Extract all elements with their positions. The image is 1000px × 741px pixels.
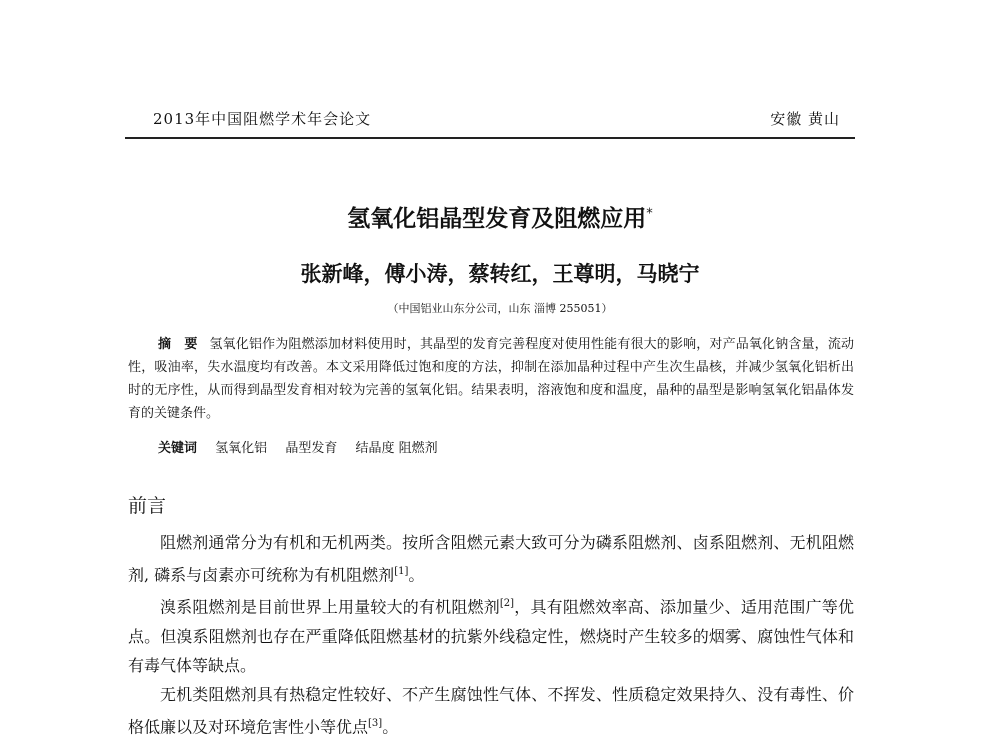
header-rule	[125, 137, 855, 139]
citation[interactable]: [2]	[499, 598, 515, 610]
citation[interactable]: [1]	[394, 566, 409, 577]
paragraph-tail: ，具有阻燃效率高、添加量少、适用范围广等优点。但溴系阻燃剂也存在严重降低阻燃基材的抗紫外线稳定性，燃烧时产生较多的烟雾、腐蚀性气体和有毒气体等缺点。	[128, 597, 854, 675]
author-list: 张新峰，傅小涛，蔡转红，王尊明，马晓宁	[300, 262, 700, 286]
keyword: 晶型发育	[285, 441, 338, 456]
citation[interactable]: [3]	[368, 717, 383, 729]
paragraph	[128, 528, 854, 589]
paragraph	[128, 680, 854, 741]
paragraph-tail: 。	[382, 716, 399, 736]
keyword: 结晶度 阻燃剂	[355, 441, 438, 456]
paragraph-tail: 。	[408, 565, 425, 585]
section-heading: 前言	[128, 495, 167, 517]
body-text	[128, 528, 854, 741]
affiliation: （中国铝业山东分公司，山东 淄博 255051）	[387, 302, 613, 315]
paragraph-text: 溴系阻燃剂是目前世界上用量较大的有机阻燃剂	[160, 597, 500, 617]
keywords-label: 关键词	[158, 441, 198, 456]
paragraph	[128, 589, 854, 679]
running-header	[145, 108, 848, 134]
abstract-text: 氢氧化铝作为阻燃添加材料使用时，其晶型的发育完善程度对使用性能有很大的影响，对产品氧化钠含量，流动性，吸油率，失水温度均有改善。本文采用降低过饱和度的方法，抑制在添加晶种过程中产生次生晶核，并减少氢氧化铝析出时的无序性，从而得到晶型发育相对较为完善的氢氧化铝。结果表明，溶液饱和度和温度，晶种的晶型是影响氢氧化铝晶体发育的关键条件。	[128, 337, 854, 421]
keyword: 氢氧化铝	[215, 441, 268, 456]
abstract-label: 摘 要	[158, 337, 198, 352]
header-location: 安徽 黄山	[770, 110, 840, 128]
header-conference: 2013年中国阻燃学术年会论文	[153, 110, 372, 128]
paper-title-text: 氢氧化铝晶型发育及阻燃应用	[347, 206, 647, 232]
keywords	[158, 437, 452, 456]
abstract	[128, 333, 854, 425]
paper-title	[0, 200, 1000, 233]
title-footnote-mark: *	[646, 206, 653, 222]
paragraph-text: 无机类阻燃剂具有热稳定性较好、不产生腐蚀性气体、不挥发、性质稳定效果持久、没有毒性、价格低廉以及对环境危害性小等优点	[128, 684, 854, 736]
paragraph-text: 阻燃剂通常分为有机和无机两类。按所含阻燃元素大致可分为磷系阻燃剂、卤系阻燃剂、无机阻燃剂, 磷系与卤素亦可统称为有机阻燃剂	[128, 533, 854, 585]
